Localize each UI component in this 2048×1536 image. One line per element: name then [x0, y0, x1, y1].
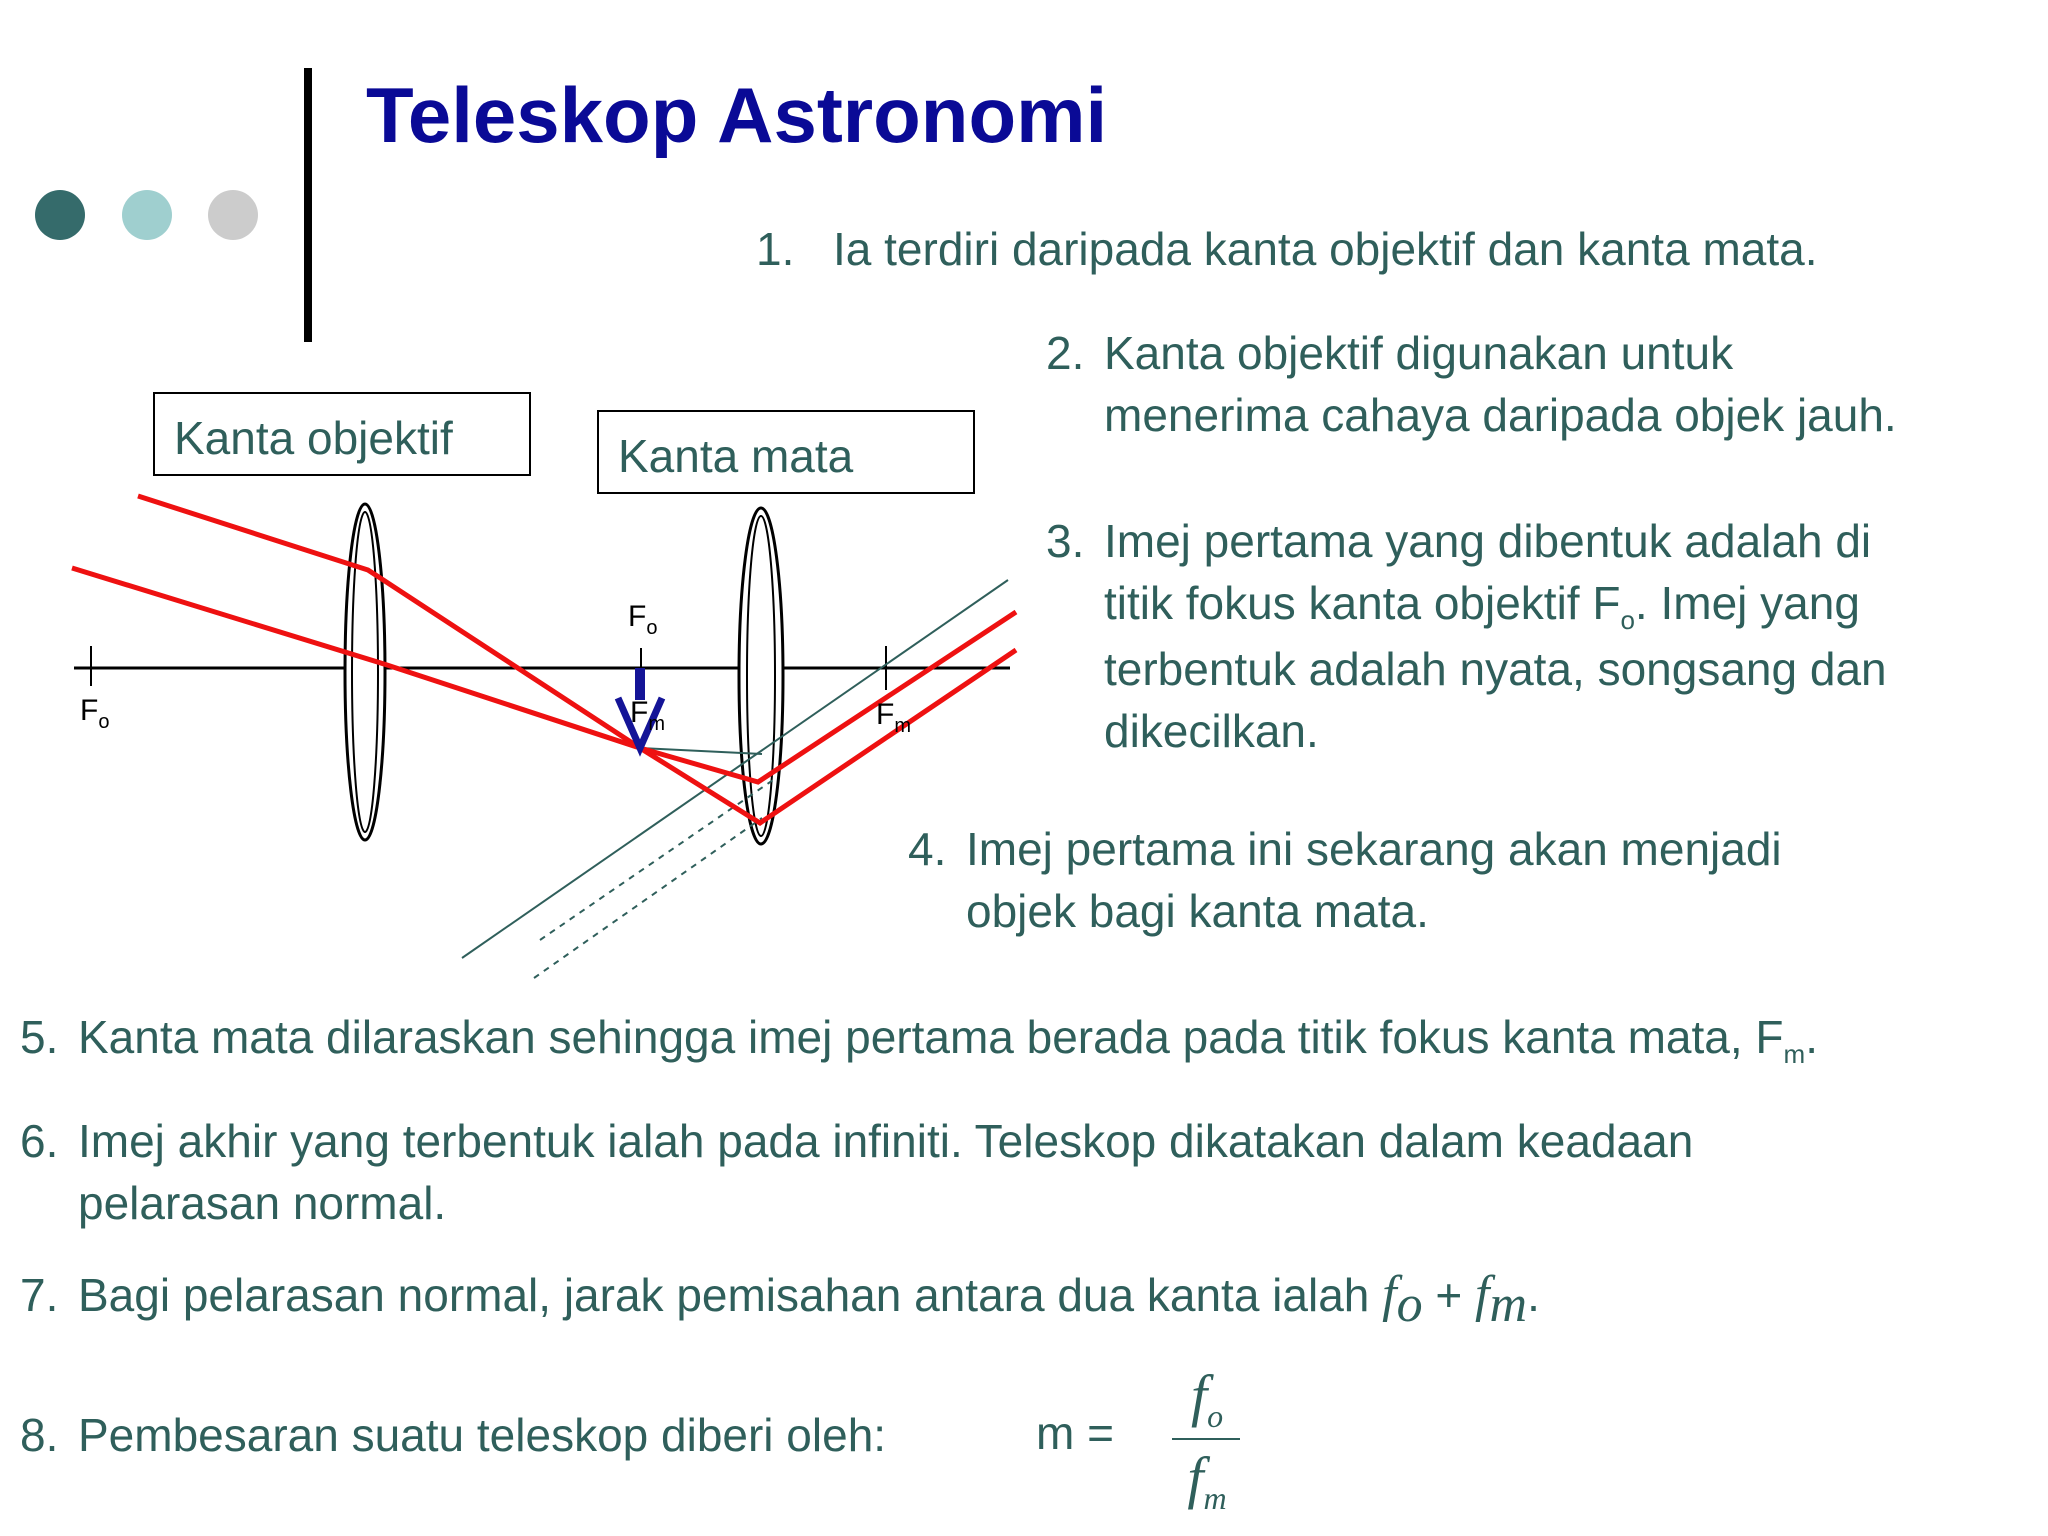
list-item-text: Imej akhir yang terbentuk ialah pada infiniti. Teleskop dikatakan dalam keadaan	[78, 1115, 1694, 1167]
focal-label-fo-mid: $F_o$	[628, 600, 658, 639]
list-item-number: 2.	[1046, 327, 1085, 379]
virtual-ray-upper	[540, 778, 776, 940]
light-ray-lower	[72, 568, 1016, 782]
list-item-text: terbentuk adalah nyata, songsang dan	[1104, 643, 1887, 695]
list-item-text: titik fokus kanta objektif $F_o$. Imej yang	[1104, 577, 1860, 635]
list-item-text: pelarasan normal.	[78, 1177, 447, 1229]
list-item-text: menerima cahaya daripada objek jauh.	[1104, 389, 1897, 441]
list-item-text: Imej pertama ini sekarang akan menjadi	[966, 823, 1782, 875]
list-item-text: Imej pertama yang dibentuk adalah di	[1104, 515, 1872, 567]
list-item-number: 3.	[1046, 515, 1085, 567]
list-item-number: 5.	[20, 1011, 59, 1063]
fraction-bar	[1172, 1438, 1240, 1440]
list-item-text: Kanta mata dilaraskan sehingga imej pertama berada pada titik fokus kanta mata, $F_m$.	[78, 1011, 1818, 1069]
list-item-text: dikecilkan.	[1104, 705, 1319, 757]
list-item-text: Bagi pelarasan normal, jarak pemisahan antara dua kanta ialah $f_o + f_m$.	[78, 1266, 1540, 1333]
fraction-numerator: $f_o$	[1190, 1363, 1224, 1434]
construction-line	[462, 580, 1008, 958]
list-item-text: Kanta objektif digunakan untuk	[1104, 327, 1734, 379]
list-item-number: 1.	[756, 223, 795, 275]
list-item-number: 6.	[20, 1115, 59, 1167]
fraction-denominator: $f_m$	[1187, 1445, 1227, 1516]
objective-label: Kanta objektif	[174, 412, 453, 464]
eyepiece-label: Kanta mata	[618, 430, 854, 482]
list-item-number: 8.	[20, 1409, 59, 1461]
list-item-text: Ia terdiri daripada kanta objektif dan kanta mata.	[833, 223, 1818, 275]
list-item-text: objek bagi kanta mata.	[966, 885, 1429, 937]
focal-label-fo-left: $F_o$	[80, 694, 110, 733]
focal-label-fm-mid: $F_m$	[630, 696, 665, 735]
virtual-ray-lower	[534, 818, 762, 978]
list-item-text: Pembesaran suatu teleskop diberi oleh:	[78, 1409, 887, 1461]
light-ray-upper	[138, 496, 1016, 823]
list-item-number: 7.	[20, 1269, 59, 1321]
page-title: Teleskop Astronomi	[366, 71, 1108, 159]
magnification-label: m =	[1036, 1407, 1114, 1459]
eyepiece-lens	[739, 508, 783, 844]
list-item-number: 4.	[908, 823, 947, 875]
focal-label-fm-right: $F_m$	[876, 698, 911, 737]
